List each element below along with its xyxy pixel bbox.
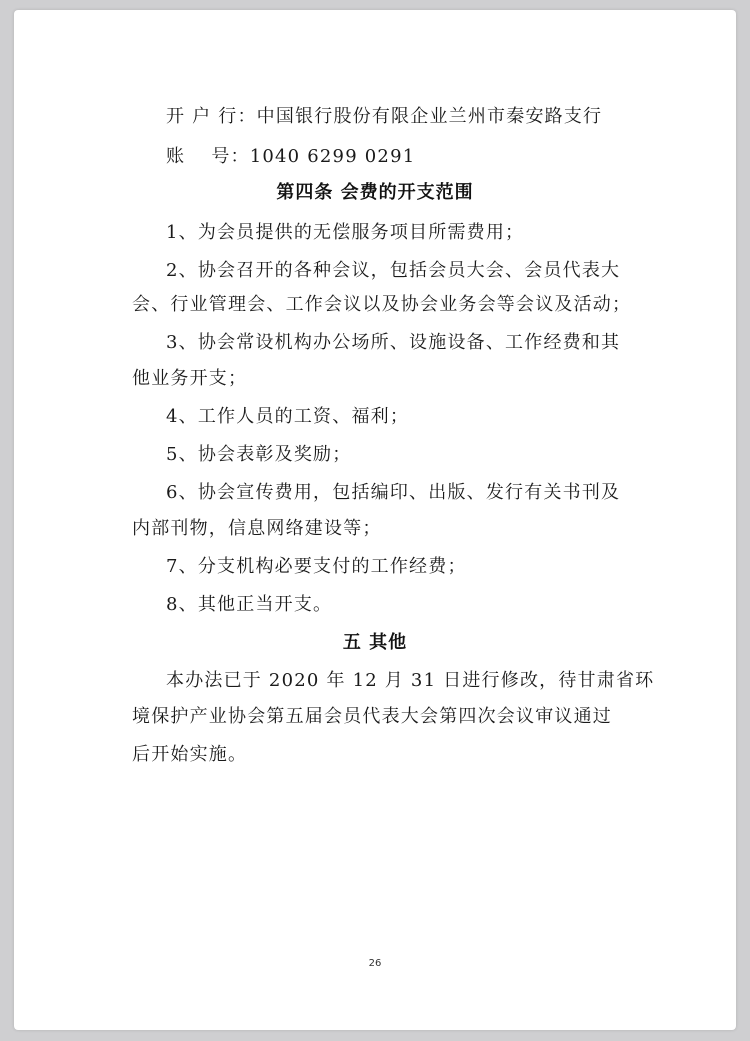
account-line: 账 号：1040 6299 0291 <box>166 146 416 167</box>
closing-paragraph-line: 本办法已于 2020 年 12 月 31 日进行修改，待甘肃省环 <box>166 670 655 691</box>
list-item: 6、协会宣传费用，包括编印、出版、发行有关书刊及 <box>166 482 621 503</box>
list-item-continuation: 会、行业管理会、工作会议以及协会业务会等会议及活动； <box>132 294 632 315</box>
list-item: 2、协会召开的各种会议，包括会员大会、会员代表大 <box>166 260 621 281</box>
section5-heading: 五 其他 <box>342 632 408 653</box>
list-item: 4、工作人员的工资、福利； <box>166 406 410 427</box>
list-item: 5、协会表彰及奖励； <box>166 444 352 465</box>
list-item-continuation: 他业务开支； <box>132 368 248 389</box>
page-number: 26 <box>368 958 382 969</box>
list-item-continuation: 内部刊物，信息网络建设等； <box>132 518 382 539</box>
bank-line: 开 户 行：中国银行股份有限企业兰州市秦安路支行 <box>166 106 603 127</box>
closing-paragraph-line: 后开始实施。 <box>132 744 248 765</box>
document-page <box>14 10 736 1030</box>
list-item: 1、为会员提供的无偿服务项目所需费用； <box>166 222 525 243</box>
list-item: 7、分支机构必要支付的工作经费； <box>166 556 467 577</box>
closing-paragraph-line: 境保护产业协会第五届会员代表大会第四次会议审议通过 <box>132 706 612 727</box>
section4-heading: 第四条 会费的开支范围 <box>276 182 474 203</box>
list-item: 3、协会常设机构办公场所、设施设备、工作经费和其 <box>166 332 621 353</box>
list-item: 8、其他正当开支。 <box>166 594 333 615</box>
